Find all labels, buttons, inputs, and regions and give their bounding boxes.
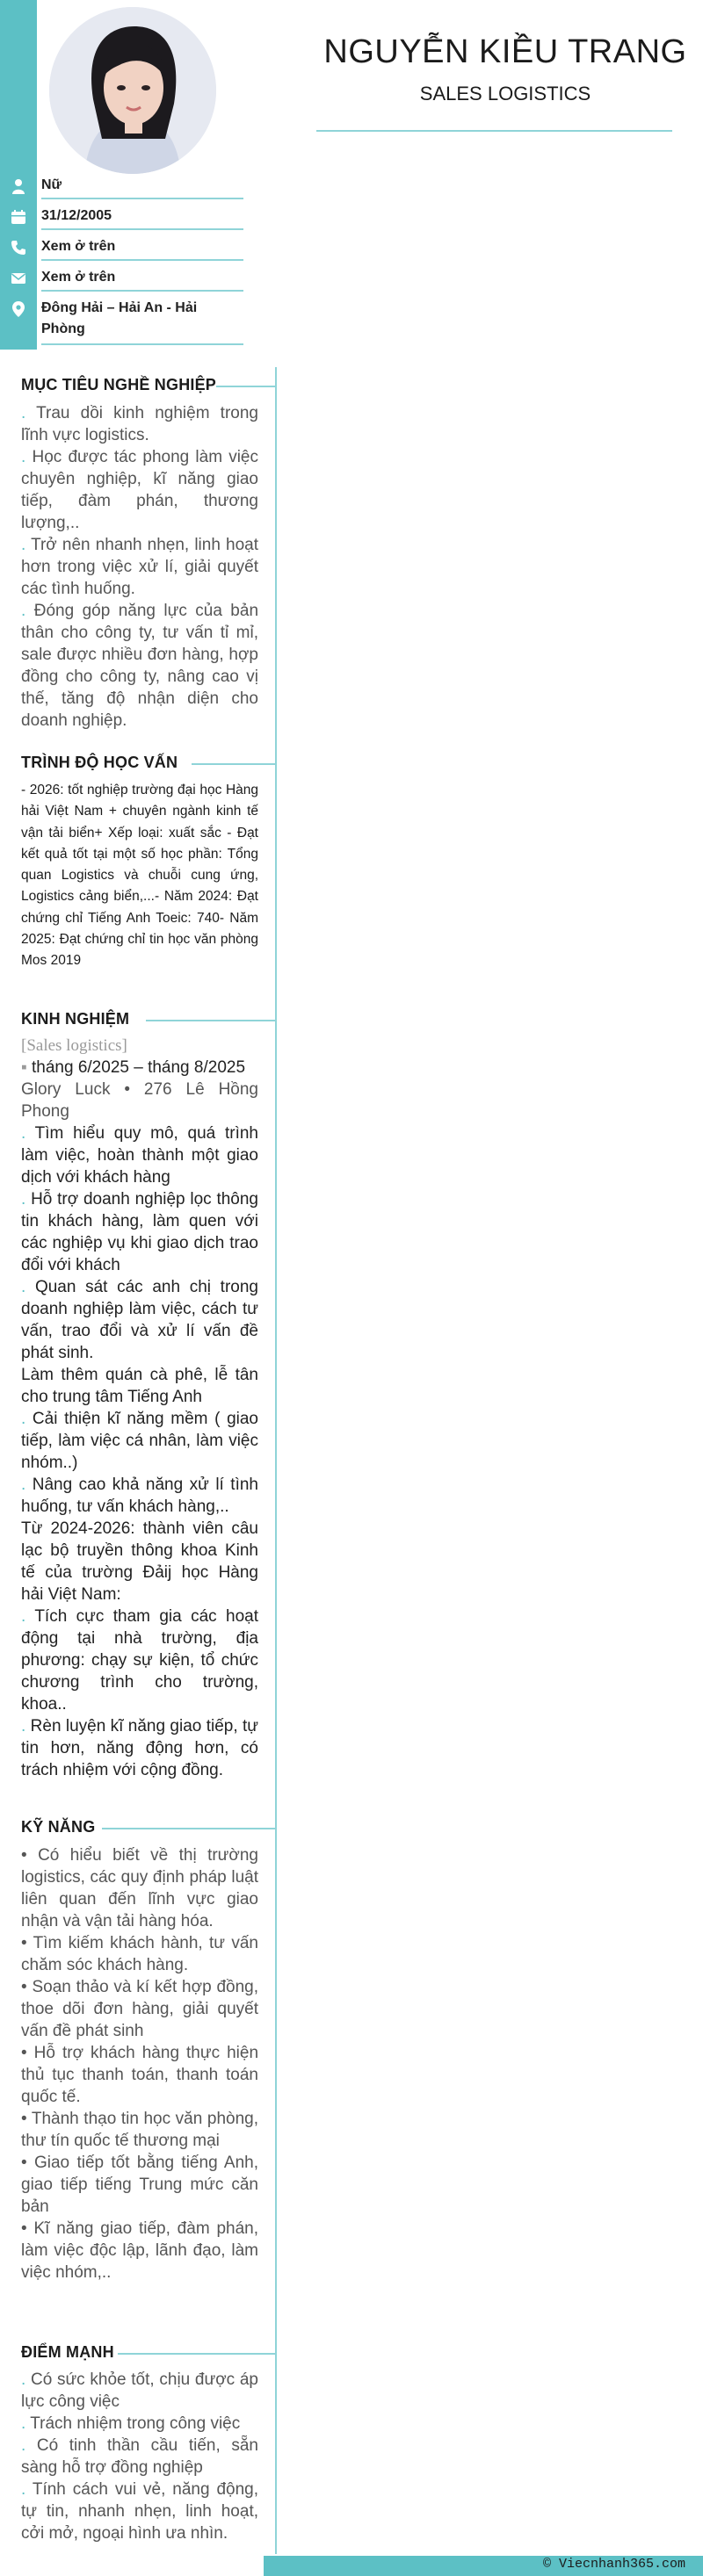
- contact-birthday: 31/12/2005: [41, 208, 112, 223]
- sidebar-accent-strip: [0, 0, 37, 350]
- contact-divider: [41, 290, 243, 292]
- footer-watermark: © Viecnhanh365.com: [542, 2557, 685, 2572]
- objective-item: . Đóng góp năng lực của bản thân cho công ty, tư vấn tỉ mỉ, sale được nhiều đơn hàng, hợp đồng cho công ty, nâng cao vị thế, tăng độ nhận diện cho doanh nghiệp.: [21, 602, 259, 730]
- phone-icon: [9, 238, 28, 257]
- strength-item: . Tính cách vui vẻ, năng động, tự tin, nhanh nhẹn, linh hoạt, cởi mở, ngoại hình ưa nhìn.: [21, 2480, 259, 2543]
- skills-list: [21, 1844, 258, 2284]
- experience-item: . Quan sát các anh chị trong doanh nghiệp làm việc, cách tư vấn, trao đổi và xử lí vấn đề phát sinh.: [21, 1278, 258, 1362]
- contact-gender: Nữ: [41, 177, 62, 192]
- skill-item: • Thành thạo tin học văn phòng, thư tín quốc tế thương mại: [21, 2110, 258, 2150]
- avatar: [49, 7, 216, 174]
- location-icon: [9, 299, 28, 319]
- objective-item: . Học được tác phong làm việc chuyên nghiệp, kĩ năng giao tiếp, đàm phán, thương lượng,..: [21, 448, 258, 532]
- objective-item: . Trở nên nhanh nhẹn, linh hoạt hơn trong việc xử lí, giải quyết các tình huống.: [21, 536, 258, 598]
- contact-divider: [41, 228, 243, 230]
- experience-period: ▪ tháng 6/2025 – tháng 8/2025: [21, 1058, 246, 1077]
- experience-item: . Cải thiện kĩ năng mềm ( giao tiếp, làm việc cá nhân, làm việc nhóm..): [21, 1410, 258, 1472]
- contact-address: Đông Hải – Hải An - Hải Phòng: [41, 300, 198, 336]
- objective-list: [21, 402, 258, 732]
- strengths-list: [21, 2369, 258, 2544]
- strength-item: . Có tinh thần cầu tiến, sẵn sàng hỗ trợ đồng nghiệp: [21, 2436, 258, 2477]
- experience-item: . Hỗ trợ doanh nghiệp lọc thông tin khách hàng, làm quen với các nghiệp vụ khi giao dịch trao đổi với khách: [21, 1190, 258, 1274]
- experience-position: [Sales logistics]: [21, 1036, 127, 1055]
- education-text: - 2026: tốt nghiệp trường đại học Hàng hải Việt Nam + chuyên ngành kinh tế vận tải biển+ Xếp loại: xuất sắc - Đạt kết quả tốt tại một số học phần: Tổng quan Logistics và chuỗi cung ứng, Logistics cảng biển,...- Năm 2024: Đạt chứng chỉ Tiếng Anh Toeic: 740- Năm 2025: Đạt chứng chỉ tin học văn phòng Mos 2019: [21, 783, 258, 969]
- mail-icon: [9, 269, 28, 288]
- experience-club: Từ 2024-2026: thành viên câu lạc bộ truyền thông khoa Kinh tế của trường Đảij học Hàng hải Việt Nam:: [21, 1519, 258, 1604]
- experience-body: [21, 1035, 258, 1781]
- skill-item: • Có hiểu biết về thị trường logistics, các quy định pháp luật liên quan đến lĩnh vực giao nhận và vận tải hàng hóa.: [21, 1846, 258, 1930]
- skill-item: • Tìm kiếm khách hành, tư vấn chăm sóc khách hàng.: [21, 1934, 258, 1974]
- job-title: SALES LOGISTICS: [419, 83, 591, 105]
- experience-item: . Nâng cao khả năng xử lí tình huống, tư vấn khách hàng,..: [21, 1476, 258, 1516]
- contact-divider: [41, 343, 243, 345]
- strength-item: . Có sức khỏe tốt, chịu được áp lực công việc: [21, 2370, 258, 2411]
- experience-company: Glory Luck • 276 Lê Hồng Phong: [21, 1080, 258, 1121]
- experience-item: . Rèn luyện kĩ năng giao tiếp, tự tin hơn, năng động hơn, có trách nhiệm với cộng đồng.: [21, 1717, 258, 1779]
- skill-item: • Soạn thảo và kí kết hợp đồng, thoe dõi đơn hàng, giải quyết vấn đề phát sinh: [21, 1978, 258, 2040]
- section-rule: [146, 1020, 276, 1021]
- candidate-name: NGUYỄN KIỀU TRANG: [323, 33, 687, 70]
- objective-item: . Trau dồi kinh nghiệm trong lĩnh vực logistics.: [21, 404, 258, 444]
- section-rule: [216, 386, 276, 387]
- contact-divider: [41, 198, 243, 199]
- strength-item: . Trách nhiệm trong công việc: [21, 2414, 241, 2433]
- experience-side-job: Làm thêm quán cà phê, lễ tân cho trung tâm Tiếng Anh: [21, 1366, 258, 1406]
- section-title-education: TRÌNH ĐỘ HỌC VẤN: [21, 754, 178, 771]
- section-title-objective: MỤC TIÊU NGHỀ NGHIỆP: [21, 376, 217, 393]
- column-divider: [275, 367, 277, 2554]
- section-rule: [102, 1828, 276, 1829]
- contact-email: Xem ở trên: [41, 270, 116, 285]
- skill-item: • Giao tiếp tốt bằng tiếng Anh, giao tiếp tiếng Trung mức căn bản: [21, 2154, 258, 2216]
- skill-item: • Hỗ trợ khách hàng thực hiện thủ tục thanh toán, thanh toán quốc tế.: [21, 2044, 259, 2106]
- section-title-skills: KỸ NĂNG: [21, 1818, 96, 1836]
- header-divider: [316, 130, 672, 132]
- user-icon: [9, 177, 28, 196]
- experience-item: . Tìm hiểu quy mô, quá trình làm việc, hoàn thành một giao dịch với khách hàng: [21, 1124, 258, 1187]
- section-title-strengths: ĐIỂM MẠNH: [21, 2343, 114, 2361]
- skill-item: • Kĩ năng giao tiếp, đàm phán, làm việc độc lập, lãnh đạo, làm việc nhóm,..: [21, 2219, 258, 2282]
- section-title-experience: KINH NGHIỆM: [21, 1010, 130, 1028]
- contact-divider: [41, 259, 243, 261]
- calendar-icon: [9, 207, 28, 227]
- experience-item: . Tích cực tham gia các hoạt động tại nhà trường, địa phương: chạy sự kiện, tổ chức chương trình cho trường, khoa..: [21, 1607, 258, 1714]
- contact-phone: Xem ở trên: [41, 239, 116, 254]
- section-rule: [192, 763, 276, 765]
- section-rule: [118, 2353, 276, 2355]
